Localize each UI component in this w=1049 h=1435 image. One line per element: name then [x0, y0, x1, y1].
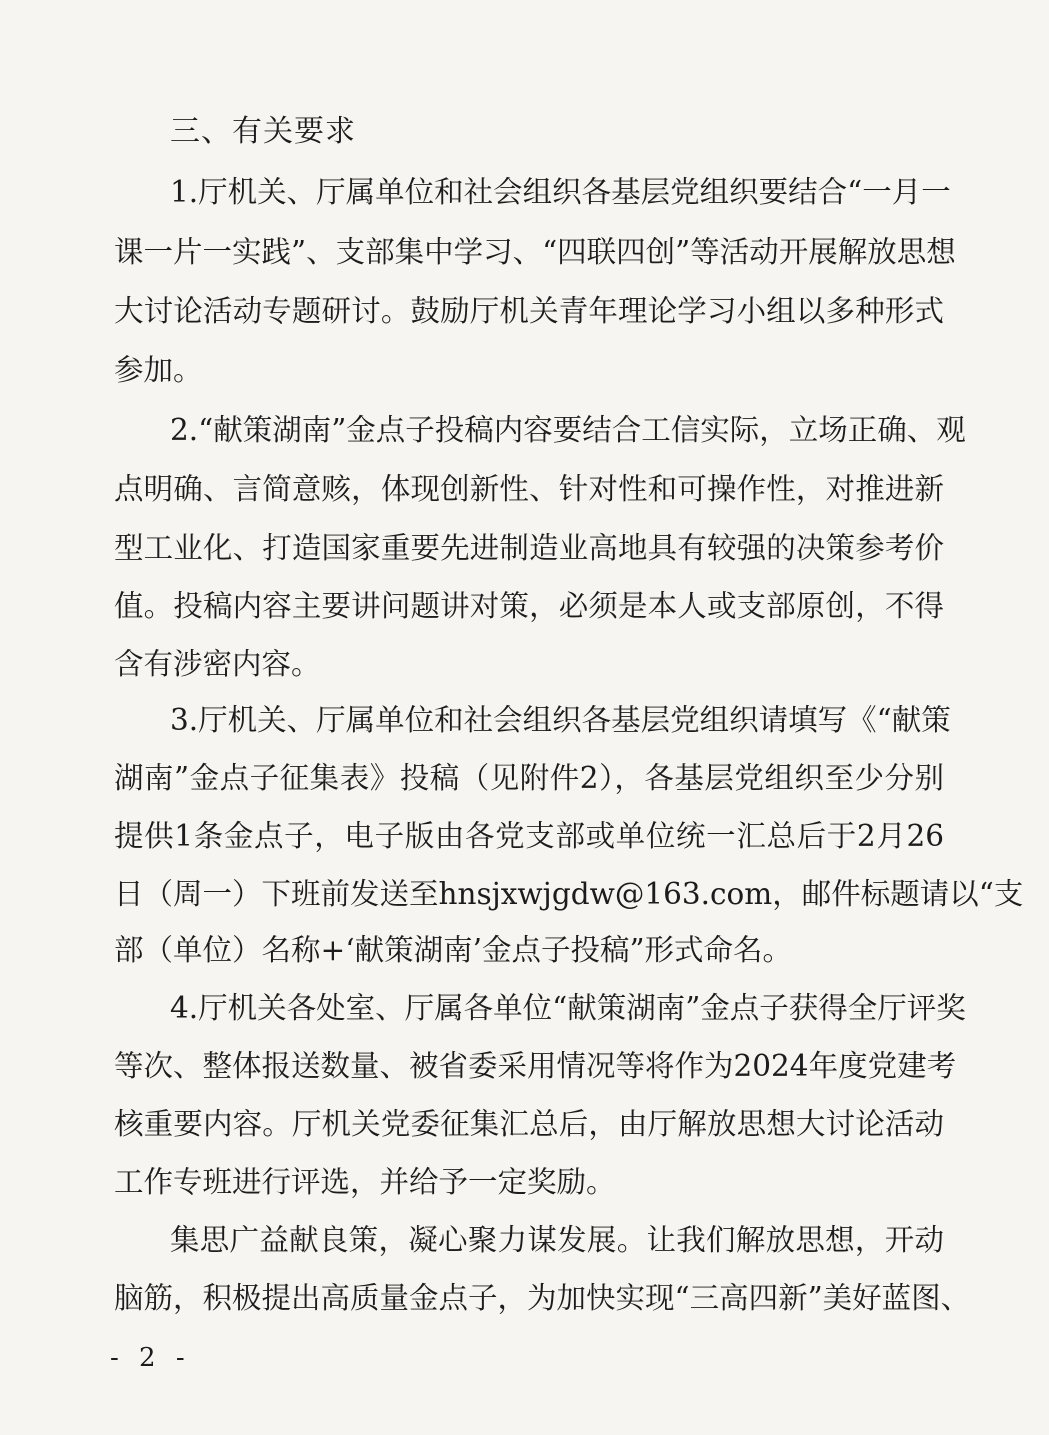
paragraph-2-line-5: 含有涉密内容。 [114, 647, 321, 681]
page-number: - 2 - [110, 1343, 191, 1373]
paragraph-1-line-1: 1.厅机关、厅属单位和社会组织各基层党组织要结合“一月一 [170, 175, 951, 209]
paragraph-1-line-4: 参加。 [114, 353, 203, 387]
paragraph-5-line-2: 脑筋，积极提出高质量金点子，为加快实现“三高四新”美好蓝图、 [114, 1281, 971, 1315]
paragraph-4-line-1: 4.厅机关各处室、厅属各单位“献策湖南”金点子获得全厅评奖 [170, 991, 966, 1025]
paragraph-2-line-2: 点明确、言简意赅，体现创新性、针对性和可操作性，对推进新 [114, 472, 944, 506]
section-heading: 三、有关要求 [170, 114, 356, 149]
paragraph-1-line-3: 大讨论活动专题研讨。鼓励厅机关青年理论学习小组以多种形式 [114, 294, 944, 328]
paragraph-2-line-4: 值。投稿内容主要讲问题讲对策，必须是本人或支部原创，不得 [114, 589, 944, 623]
paragraph-4-line-4: 工作专班进行评选，并给予一定奖励。 [114, 1165, 616, 1199]
paragraph-2-line-1: 2.“献策湖南”金点子投稿内容要结合工信实际，立场正确、观 [170, 413, 966, 447]
paragraph-1-line-2: 课一片一实践”、支部集中学习、“四联四创”等活动开展解放思想 [114, 235, 956, 269]
paragraph-3-line-1: 3.厅机关、厅属单位和社会组织各基层党组织请填写《“献策 [170, 703, 951, 737]
paragraph-3-line-2: 湖南”金点子征集表》投稿（见附件2），各基层党组织至少分别 [114, 761, 944, 795]
paragraph-5-line-1: 集思广益献良策，凝心聚力谋发展。让我们解放思想，开动 [170, 1223, 944, 1257]
paragraph-3-line-5: 部（单位）名称+‘献策湖南’金点子投稿”形式命名。 [114, 933, 793, 967]
paragraph-3-line-4: 日（周一）下班前发送至hnsjxwjgdw@163.com，邮件标题请以“支 [114, 877, 1024, 911]
paragraph-2-line-3: 型工业化、打造国家重要先进制造业高地具有较强的决策参考价 [114, 531, 944, 565]
paragraph-4-line-2: 等次、整体报送数量、被省委采用情况等将作为2024年度党建考 [114, 1049, 957, 1083]
paragraph-3-line-3: 提供1条金点子，电子版由各党支部或单位统一汇总后于2月26 [114, 819, 944, 853]
paragraph-4-line-3: 核重要内容。厅机关党委征集汇总后，由厅解放思想大讨论活动 [114, 1107, 944, 1141]
